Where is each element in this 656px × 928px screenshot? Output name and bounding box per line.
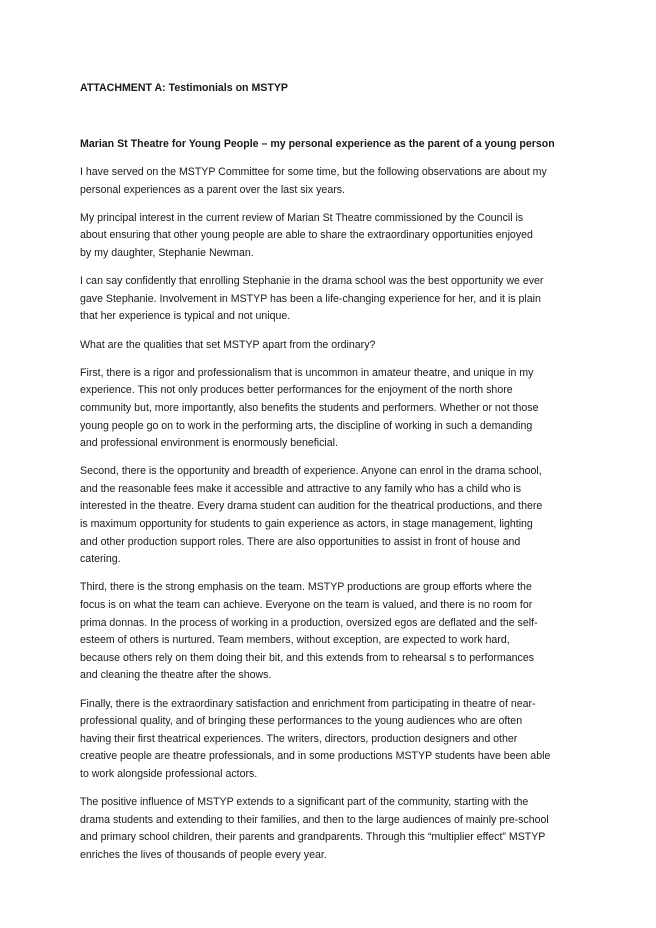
text-line: Finally, there is the extraordinary satisfaction and enrichment from participating in theatre of near- <box>80 697 536 710</box>
paragraph <box>80 337 600 355</box>
paragraph <box>80 164 600 199</box>
text-line: about ensuring that other young people are able to share the extraordinary opportunities enjoyed <box>80 229 533 242</box>
text-line: having their first theatrical experiences. The writers, directors, production designers and other <box>80 732 518 745</box>
text-line: and cleaning the theatre after the shows. <box>80 669 272 682</box>
text-line: What are the qualities that set MSTYP apart from the ordinary? <box>80 338 376 351</box>
attachment-title: ATTACHMENT A: Testimonials on MSTYP <box>80 82 288 94</box>
text-line: experience. This not only produces better performances for the enjoyment of the north shore <box>80 384 513 397</box>
document-page <box>80 0 600 928</box>
text-line: First, there is a rigor and professionalism that is uncommon in amateur theatre, and unique in my <box>80 366 534 379</box>
text-line: and the reasonable fees make it accessible and attractive to any family who has a child who is <box>80 482 522 495</box>
paragraph <box>80 579 600 685</box>
text-line: esteem of others is nurtured. Team members, without exception, are expected to work hard, <box>80 634 510 647</box>
text-line: interested in the theatre. Every drama student can audition for the theatrical productions, and there <box>80 500 543 513</box>
text-line: gave Stephanie. Involvement in MSTYP has been a life-changing experience for her, and it is plain <box>80 292 541 305</box>
paragraph <box>80 696 600 784</box>
text-line: is maximum opportunity for students to gain experience as actors, in stage management, lighting <box>80 518 533 531</box>
text-line: because others rely on them doing their bit, and this extends from to rehearsal s to performances <box>80 651 535 664</box>
text-line: Third, there is the strong emphasis on the team. MSTYP productions are group efforts where the <box>80 581 532 594</box>
text-line: prima donnas. In the process of working in a production, oversized egos are deflated and the self- <box>80 616 538 629</box>
text-line: I have served on the MSTYP Committee for some time, but the following observations are about my <box>80 166 547 178</box>
text-line: creative people are theatre professionals, and in some productions MSTYP students have been able <box>80 750 551 763</box>
text-line: enriches the lives of thousands of people every year. <box>80 848 327 861</box>
text-line: The positive influence of MSTYP extends to a significant part of the community, starting with the <box>80 796 529 809</box>
paragraph <box>80 210 600 263</box>
paragraph <box>80 365 600 453</box>
text-line: professional quality, and of bringing these performances to the young audiences who are often <box>80 715 523 728</box>
text-line: My principal interest in the current review of Marian St Theatre commissioned by the Council is <box>80 211 524 224</box>
text-line: young people go on to work in the performing arts, the discipline of working in such a demanding <box>80 419 533 432</box>
text-line: to work alongside professional actors. <box>80 767 258 780</box>
paragraph <box>80 273 600 326</box>
paragraph <box>80 794 600 864</box>
text-line: and primary school children, their parents and grandparents. Through this “multiplier effect” MSTYP <box>80 831 546 844</box>
text-line: by my daughter, Stephanie Newman. <box>80 246 254 259</box>
text-line: and professional environment is enormously beneficial. <box>80 437 338 450</box>
text-line: and other production support roles. There are also opportunities to assist in front of house and <box>80 535 521 548</box>
text-line: drama students and extending to their families, and then to the large audiences of mainly pre-school <box>80 813 549 826</box>
text-line: Second, there is the opportunity and breadth of experience. Anyone can enrol in the drama school, <box>80 465 542 478</box>
text-line: focus is on what the team can achieve. Everyone on the team is valued, and there is no room for <box>80 599 533 612</box>
text-line: community but, more importantly, also benefits the students and performers. Whether or not those <box>80 401 539 414</box>
document-body <box>80 164 600 875</box>
text-line: catering. <box>80 553 121 566</box>
text-line: that her experience is typical and not unique. <box>80 310 291 323</box>
paragraph <box>80 463 600 569</box>
section-heading: Marian St Theatre for Young People – my personal experience as the parent of a young person <box>80 138 555 150</box>
text-line: personal experiences as a parent over the last six years. <box>80 183 345 196</box>
text-line: I can say confidently that enrolling Stephanie in the drama school was the best opportunity we ever <box>80 275 544 288</box>
